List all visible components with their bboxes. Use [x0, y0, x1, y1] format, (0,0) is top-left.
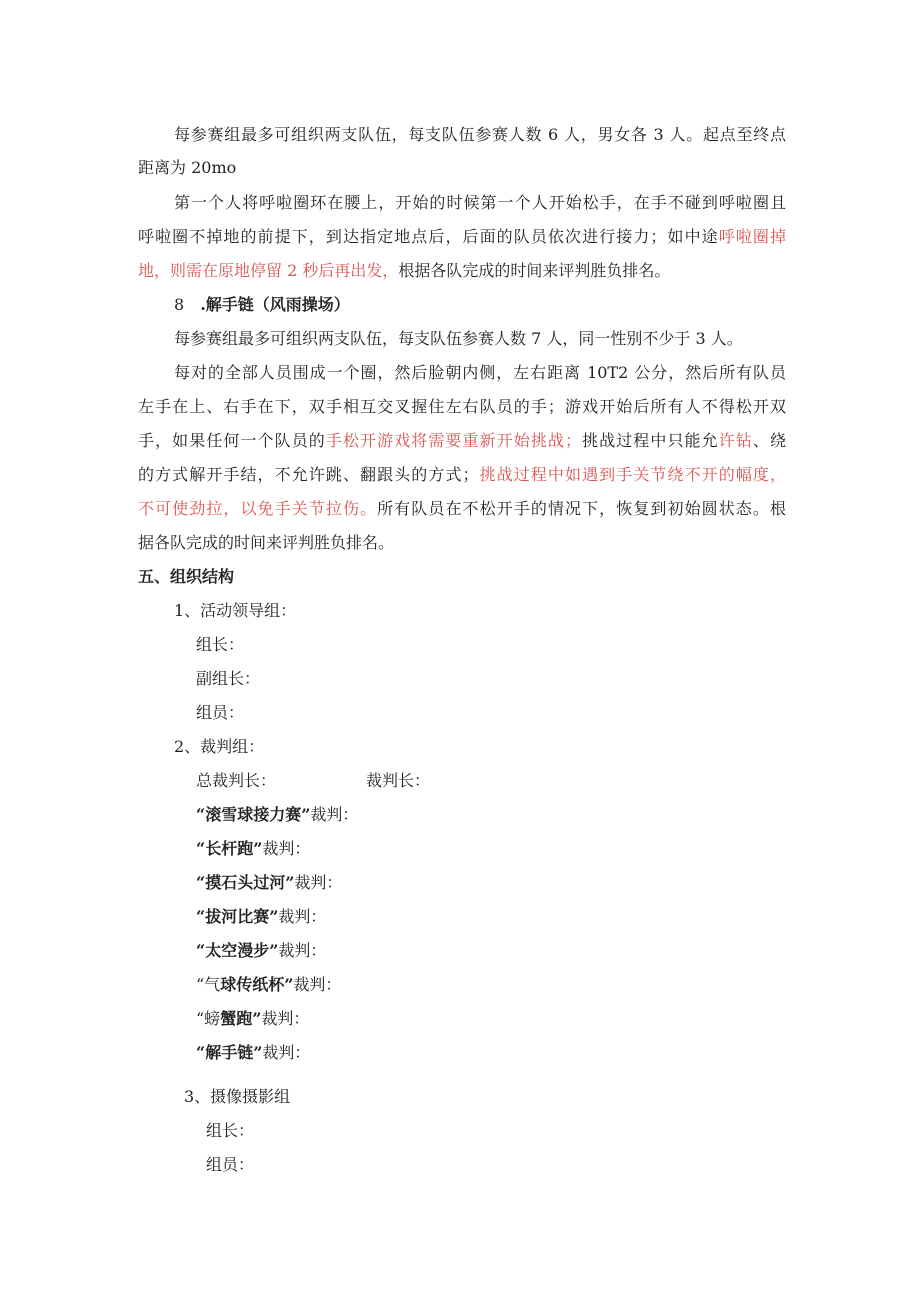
game7-rules-line-1: 每参赛组最多可组织两支队伍，每支队伍参赛人数 6 人，男女各 3 人。起点至终点	[174, 125, 786, 144]
judge-event-name: 球传纸杯”	[220, 975, 294, 994]
judge-label: 裁判：	[278, 941, 327, 960]
photo-leader-label: 组长：	[206, 1121, 255, 1140]
game8-heading	[174, 294, 350, 316]
judge-event-name: “拔河比赛”	[196, 907, 279, 926]
judge-row	[196, 906, 326, 928]
game7-desc-line-2	[138, 226, 786, 248]
head-judge-label: 裁判长：	[366, 771, 431, 790]
judge-event-prefix: “螃	[196, 1009, 221, 1028]
game8-desc-line-2: 左手在上、右手在下，双手相互交叉握住左右队员的手；游戏开始后所有人不得松开双	[138, 397, 786, 416]
judge-event-name: “摸石头过河”	[196, 873, 295, 892]
judge-event-name: 蟹跑”	[220, 1009, 262, 1028]
game8-desc-line-3	[138, 430, 786, 452]
photo-group-title: 3、摄像摄影组	[184, 1087, 291, 1106]
game8-restart-highlight: 手松开游戏将需要重新开始挑战；	[325, 431, 581, 450]
photo-member-label: 组员：	[206, 1155, 255, 1174]
judge-row	[196, 838, 310, 860]
game8-injury-highlight: 挑战过程中如遇到手关节绕不开的幅度，	[478, 465, 786, 484]
game8-desc-line-4	[138, 464, 786, 486]
leadership-group-title: 1、活动领导组：	[174, 601, 297, 620]
game8-desc-text-b: 挑战过程中只能允	[580, 431, 719, 450]
game7-desc-line-1: 第一个人将呼啦圈环在腰上，开始的时候第一个人开始松手，在手不碰到呼啦圈且	[174, 193, 786, 212]
judging-group-title: 2、裁判组：	[174, 737, 265, 756]
judge-event-prefix: “气	[196, 975, 221, 994]
leadership-vice-leader-label: 副组长：	[196, 669, 261, 688]
game8-desc-line-1: 每对的全部人员围成一个圈，然后脸朝内侧，左右距离 10T2 公分，然后所有队员	[174, 363, 786, 382]
judge-row	[196, 872, 342, 894]
judge-label: 裁判：	[261, 1009, 310, 1028]
game7-desc-line-3	[138, 260, 670, 282]
game8-injury-highlight-cont: 不可使劲拉，以免手关节拉伤。	[138, 499, 378, 518]
game7-penalty-highlight-cont: 地，则需在原地停留 2 秒后再出发，	[138, 261, 399, 280]
chief-judge-label: 总裁判长：	[196, 771, 277, 790]
judge-label: 裁判：	[294, 873, 343, 892]
game8-desc-line-6: 据各队完成的时间来评判胜负排名。	[138, 533, 395, 552]
judge-label: 裁判：	[278, 907, 327, 926]
judge-label: 裁判：	[293, 975, 342, 994]
judge-row	[196, 804, 358, 826]
judge-event-name: “解手链”	[196, 1043, 263, 1062]
judge-row	[196, 1042, 310, 1064]
game8-desc-text-e: 所有队员在不松开手的情况下，恢复到初始圆状态。根	[377, 499, 786, 518]
judge-label: 裁判：	[262, 839, 311, 858]
game8-title: .解手链（风雨操场）	[200, 295, 350, 314]
game8-allowed-highlight: 许钻	[718, 431, 753, 450]
game8-desc-text-d: 的方式解开手结，不允许跳、翻跟头的方式；	[138, 465, 479, 484]
leadership-leader-label: 组长：	[196, 635, 245, 654]
game8-desc-text-c: 、绕	[752, 431, 786, 450]
game8-desc-text-a: 手，如果任何一个队员的	[138, 431, 326, 450]
game7-penalty-highlight: 呼啦圈掉	[718, 227, 786, 246]
judge-row	[196, 1008, 309, 1030]
game7-ranking-text: 根据各队完成的时间来评判胜负排名。	[398, 261, 671, 280]
judge-label: 裁判：	[310, 805, 359, 824]
game8-desc-line-5	[138, 498, 786, 520]
judge-row	[196, 974, 341, 996]
judge-event-name: “长杆跑”	[196, 839, 263, 858]
judge-row	[196, 940, 326, 962]
judge-event-name: “太空漫步”	[196, 941, 279, 960]
section5-heading: 五、组织结构	[138, 567, 235, 586]
game7-rules-line-2: 距离为 20mo	[138, 158, 237, 177]
judge-event-name: “滚雪球接力赛”	[196, 805, 311, 824]
judge-label: 裁判：	[262, 1043, 311, 1062]
game8-number: 8	[174, 295, 185, 314]
game7-desc-text: 呼啦圈不掉地的前提下，到达指定地点后，后面的队员依次进行接力；如中途	[138, 227, 719, 246]
leadership-member-label: 组员：	[196, 703, 245, 722]
game8-rules-line: 每参赛组最多可组织两支队伍，每支队伍参赛人数 7 人，同一性别不少于 3 人。	[174, 329, 743, 348]
